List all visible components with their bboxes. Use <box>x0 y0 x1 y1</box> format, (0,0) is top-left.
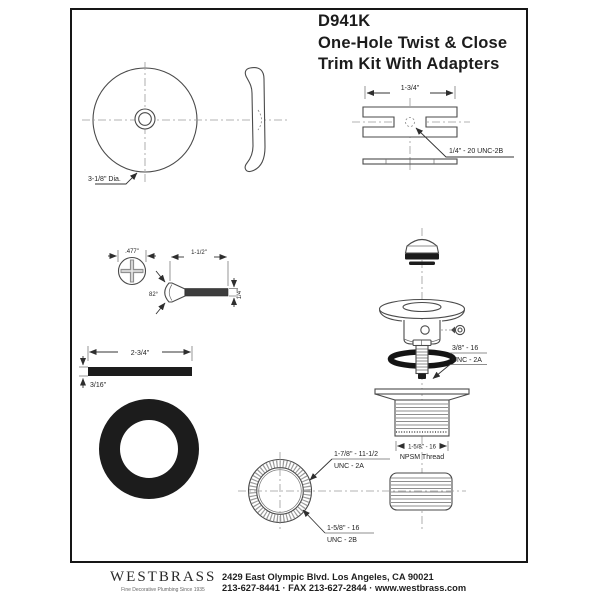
brand-name: WESTBRASS <box>110 569 217 585</box>
screw-shank-diameter-label: 1/4" <box>237 288 243 300</box>
faceplate-side-view <box>245 68 265 172</box>
screw-side-view <box>149 250 243 314</box>
adapter-inner-thread-label-1: 1-5/8" - 16 <box>327 525 360 532</box>
crossbar-thread-label: 1/4" - 20 UNC-2B <box>449 148 504 155</box>
brand-logo <box>110 569 216 593</box>
stem-thread-label-2: UNC - 2A <box>452 357 482 364</box>
exploded-assembly <box>375 228 487 532</box>
phone-line: 213-627-8441 · FAX 213-627-2844 · www.westbrass.com <box>222 583 467 593</box>
washer-top-view <box>99 399 199 499</box>
adapter-side-view <box>390 473 452 510</box>
adapter-outer-thread-label-1: 1-7/8" - 11-1/2 <box>334 451 378 458</box>
faceplate-diameter-label: 3-1/8" Dia. <box>88 176 121 183</box>
adapter-inner-thread-label-2: UNC - 2B <box>327 537 357 544</box>
washer-thickness-label: 3/16" <box>90 382 107 389</box>
company-contact <box>222 572 466 594</box>
brand-tagline: Fine Decorative Plumbing Since 1935 <box>121 587 205 593</box>
adapter-outer-thread-label-2: UNC - 2A <box>334 463 364 470</box>
washer-width-label: 2-3/4" <box>130 350 150 357</box>
screw-length-label: 1-1/2" <box>191 250 207 256</box>
title-line-2: One-Hole Twist & Close <box>318 33 508 52</box>
model-number: D941K <box>318 12 371 30</box>
set-screw <box>455 325 464 334</box>
screw-countersink-angle-label: 82° <box>149 292 159 298</box>
stem-thread-label-1: 3/8" - 16 <box>452 345 479 352</box>
screw-head-diameter-label: .477" <box>125 249 139 255</box>
address-line: 2429 East Olympic Blvd. Los Angeles, CA 90021 <box>222 572 434 582</box>
drain-thread-label-2: NPSM Thread <box>399 454 445 461</box>
washer-side-view <box>79 346 192 389</box>
title-line-3: Trim Kit With Adapters <box>318 55 500 73</box>
set-screw-tip <box>451 327 455 334</box>
trim-flange <box>380 300 465 345</box>
crossbar-width-label: 1-3/4" <box>400 85 420 92</box>
screw-front-view <box>108 249 156 285</box>
crossbar-top-view <box>352 85 514 172</box>
drain-thread-label-1: 1-5/8" - 16 <box>408 444 436 451</box>
drain-body <box>375 389 469 461</box>
